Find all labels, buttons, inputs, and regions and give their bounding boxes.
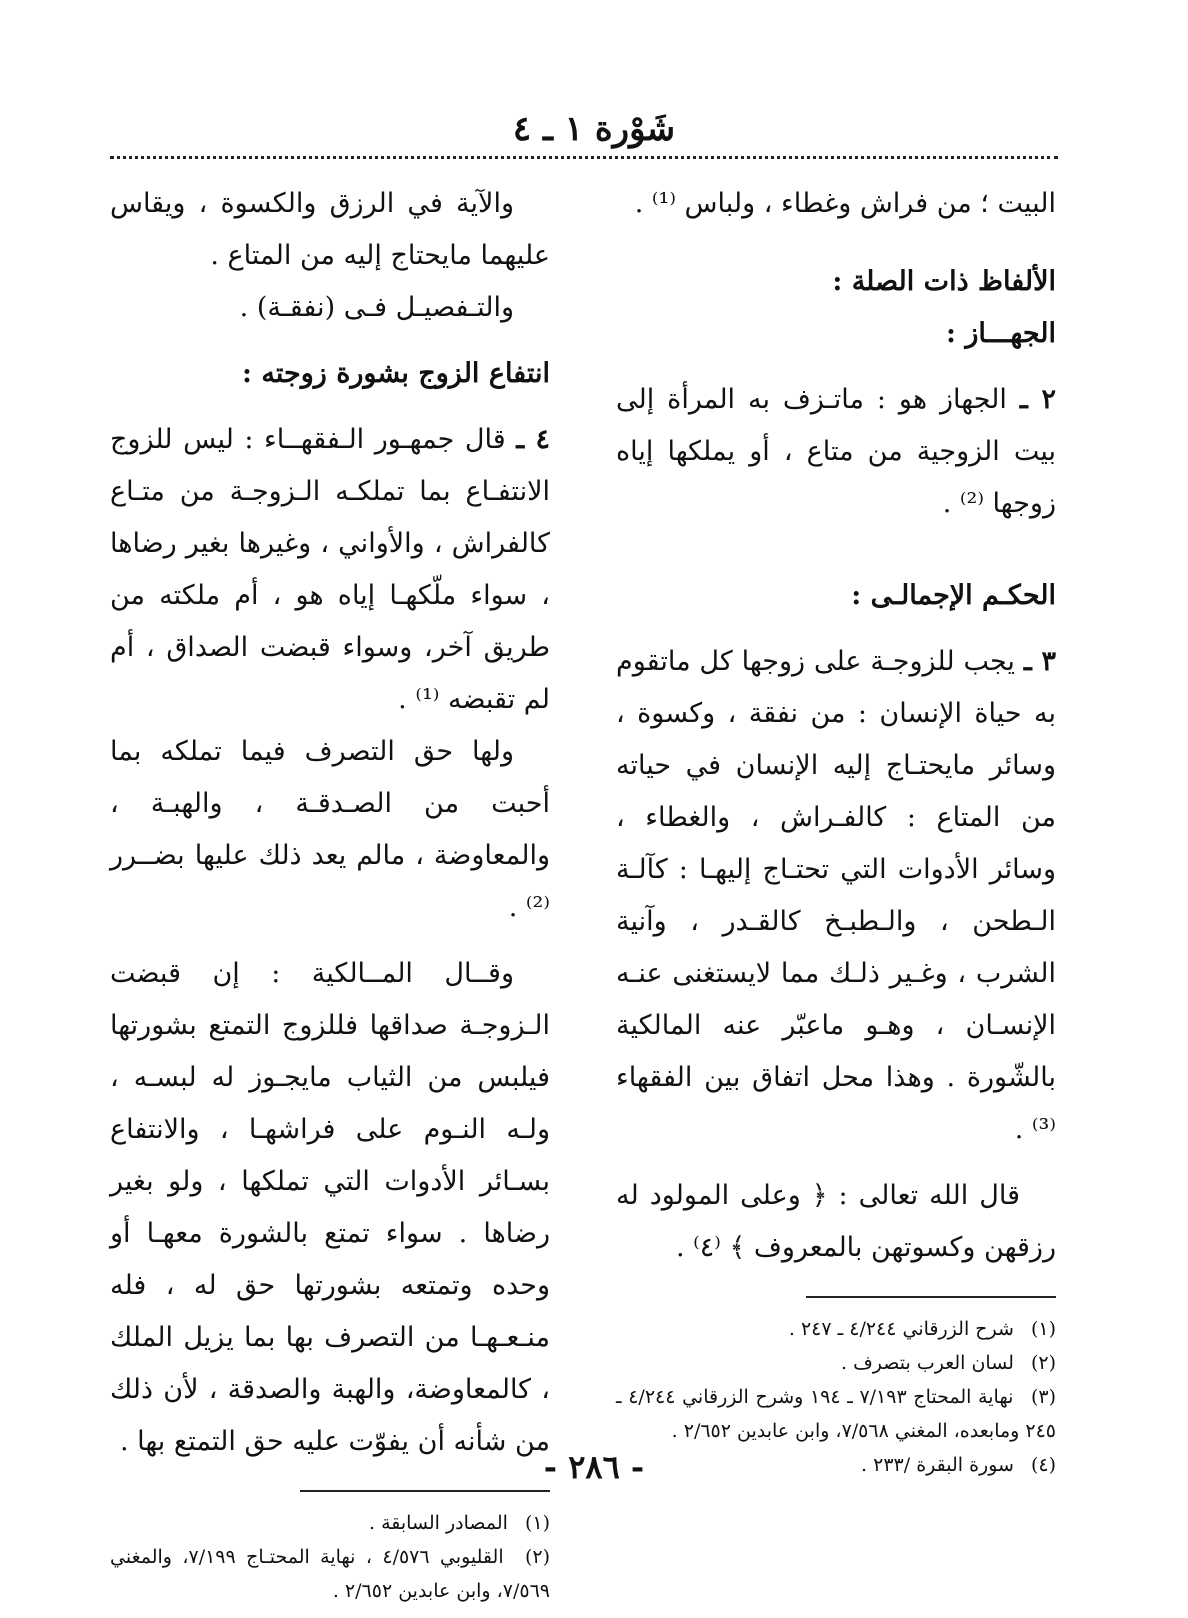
section-heading: الألفاظ ذات الصلة : [832, 266, 1056, 297]
footnote-text: شرح الزرقاني ٤/٢٤٤ ـ ٢٤٧ . [788, 1318, 1014, 1340]
quran-quote-paragraph: قال الله تعالى : ﴿ وعلى المولود له رزقهن وكسوتهن بالمعروف ﴾ ⁽٤⁾ . [616, 1180, 1056, 1263]
spacer [110, 934, 550, 948]
footnote-number: (١) [1030, 1318, 1056, 1340]
spacer [616, 360, 1056, 374]
footnote-number: (٢) [524, 1546, 551, 1568]
running-header: شَوْرة ١ ـ ٤ [512, 109, 676, 149]
paragraph: والآية في الرزق والكسوة ، ويقاس عليهما مايحتاج إليه من المتاع . [110, 188, 550, 271]
spacer [616, 230, 1056, 256]
numbered-paragraph [616, 636, 1056, 1156]
footnote-text: سورة البقرة /٢٣٣ . [861, 1454, 1014, 1476]
paragraph: وقــال المــالكية : إن قبضت الـزوجـة صداقها فللزوج التمتع بشورتها فيلبس من الثياب مايجـوز له لبسـه ، ولـه النـوم على فراشهـا ، والانتفاع بسـائر الأدوات التي تملكها ، ولو بغير رضاها . سواء تمتع بالشورة معهـا أو وحده وتمتعه بشورتها حق له ، فله منـعـهـا من التصرف بها بما يزيل الملك ، كالمعاوضة، والهبة والصدقة ، لأن ذلك من شأنه أن يفوّت عليه حق التمتع بها . [110, 958, 550, 1457]
footnote-number: (٢) [1030, 1352, 1056, 1374]
paragraph-text: يجب للزوجـة على زوجها كل ماتقوم به حياة الإنسان : من نفقة ، وكسوة ، وسائر مايحتـاج إليه الإنسان في حياته من المتاع : كالفـراش ، والغطاء ، وسائر الأدوات التي تحتـاج إليهـا : كآلـة الـطحن ، والـطبـخ كالقـدر ، وآنية الشرب ، وغـير ذلـك مما لايستغنى عنـه الإنسـان ، وهـو ماعبّر عنه المالكية بالشّورة . وهذا محل اتفاق بين الفقهاء ⁽³⁾ . [616, 646, 1056, 1145]
numbered-paragraph [616, 374, 1056, 530]
spacer [110, 334, 550, 348]
footnote [616, 1380, 1056, 1448]
footnotes [110, 1506, 550, 1608]
numbered-paragraph [110, 414, 550, 726]
spacer [616, 1156, 1056, 1170]
paragraph-number: ٢ ـ [1019, 384, 1056, 415]
paragraph-text: الجهاز هو : ماتـزف به المرأة إلى بيت الزوجية من متاع ، أو يملكها إياه زوجها ⁽²⁾ . [616, 384, 1056, 519]
footnote [110, 1506, 550, 1540]
paragraph-text: قال جمهـور الـفقهــاء : ليس للزوج الانتفـاع بما تملكـه الـزوجـة من متـاع كالفراش ، والأواني ، وغيرها بغير رضاها ، سواء ملّكهـا إياه هو ، أم ملكته من طريق آخر، وسواء قبضت الصداق ، أم لم تقبضه ⁽¹⁾ . [110, 424, 550, 715]
page-number: - ٢٨٦ - [543, 1448, 645, 1486]
footnote-text: نهاية المحتاج ٧/١٩٣ ـ ١٩٤ وشرح الزرقاني ٤/٢٤٤ ـ ٢٤٥ ومابعده، المغني ٧/٥٦٨، وابن عابدين ٢/٦٥٢ . [616, 1386, 1056, 1442]
footnote-number: (٣) [1030, 1386, 1057, 1408]
footnote-text: لسان العرب بتصرف . [841, 1352, 1014, 1374]
spacer [616, 622, 1056, 636]
footnote-text: المصادر السابقة . [368, 1512, 508, 1534]
footnote [616, 1312, 1056, 1346]
right-column [616, 178, 1056, 1482]
paragraph: البيت ؛ من فراش وغطاء ، ولباس ⁽¹⁾ . [634, 188, 1056, 219]
footnote-text: القليوبي ٤/٥٧٦ ، نهاية المحتـاج ٧/١٩٩، والمغني ٧/٥٦٩، وابن عابدين ٢/٦٥٢ . [110, 1546, 550, 1602]
spacer [110, 400, 550, 414]
footnote-number: (١) [524, 1512, 550, 1534]
footnote-number: (٤) [1030, 1454, 1056, 1476]
subsection-heading: الجهـــاز : [946, 318, 1056, 349]
section-heading: انتفاع الزوج بشورة زوجته : [242, 358, 550, 389]
paragraph-number: ٣ ـ [1023, 646, 1056, 677]
footnote [616, 1346, 1056, 1380]
dotted-header-rule [110, 156, 1058, 159]
paragraph: والتـفصيـل فـى (نفقـة) . [239, 292, 514, 323]
section-heading: الحكـم الإجمالـى : [851, 580, 1056, 611]
paragraph-number: ٤ ـ [516, 424, 551, 455]
footnote-separator [806, 1296, 1056, 1298]
spacer [616, 530, 1056, 570]
footnote-separator [300, 1490, 550, 1492]
paragraph: ولها حق التصرف فيما تملكه بما أحبت من الصـدقـة ، والهبـة ، والمعاوضة ، مالم يعد ذلك عليها بضــرر ⁽²⁾ . [110, 736, 550, 923]
footnote [110, 1540, 550, 1608]
left-column [110, 178, 550, 1608]
